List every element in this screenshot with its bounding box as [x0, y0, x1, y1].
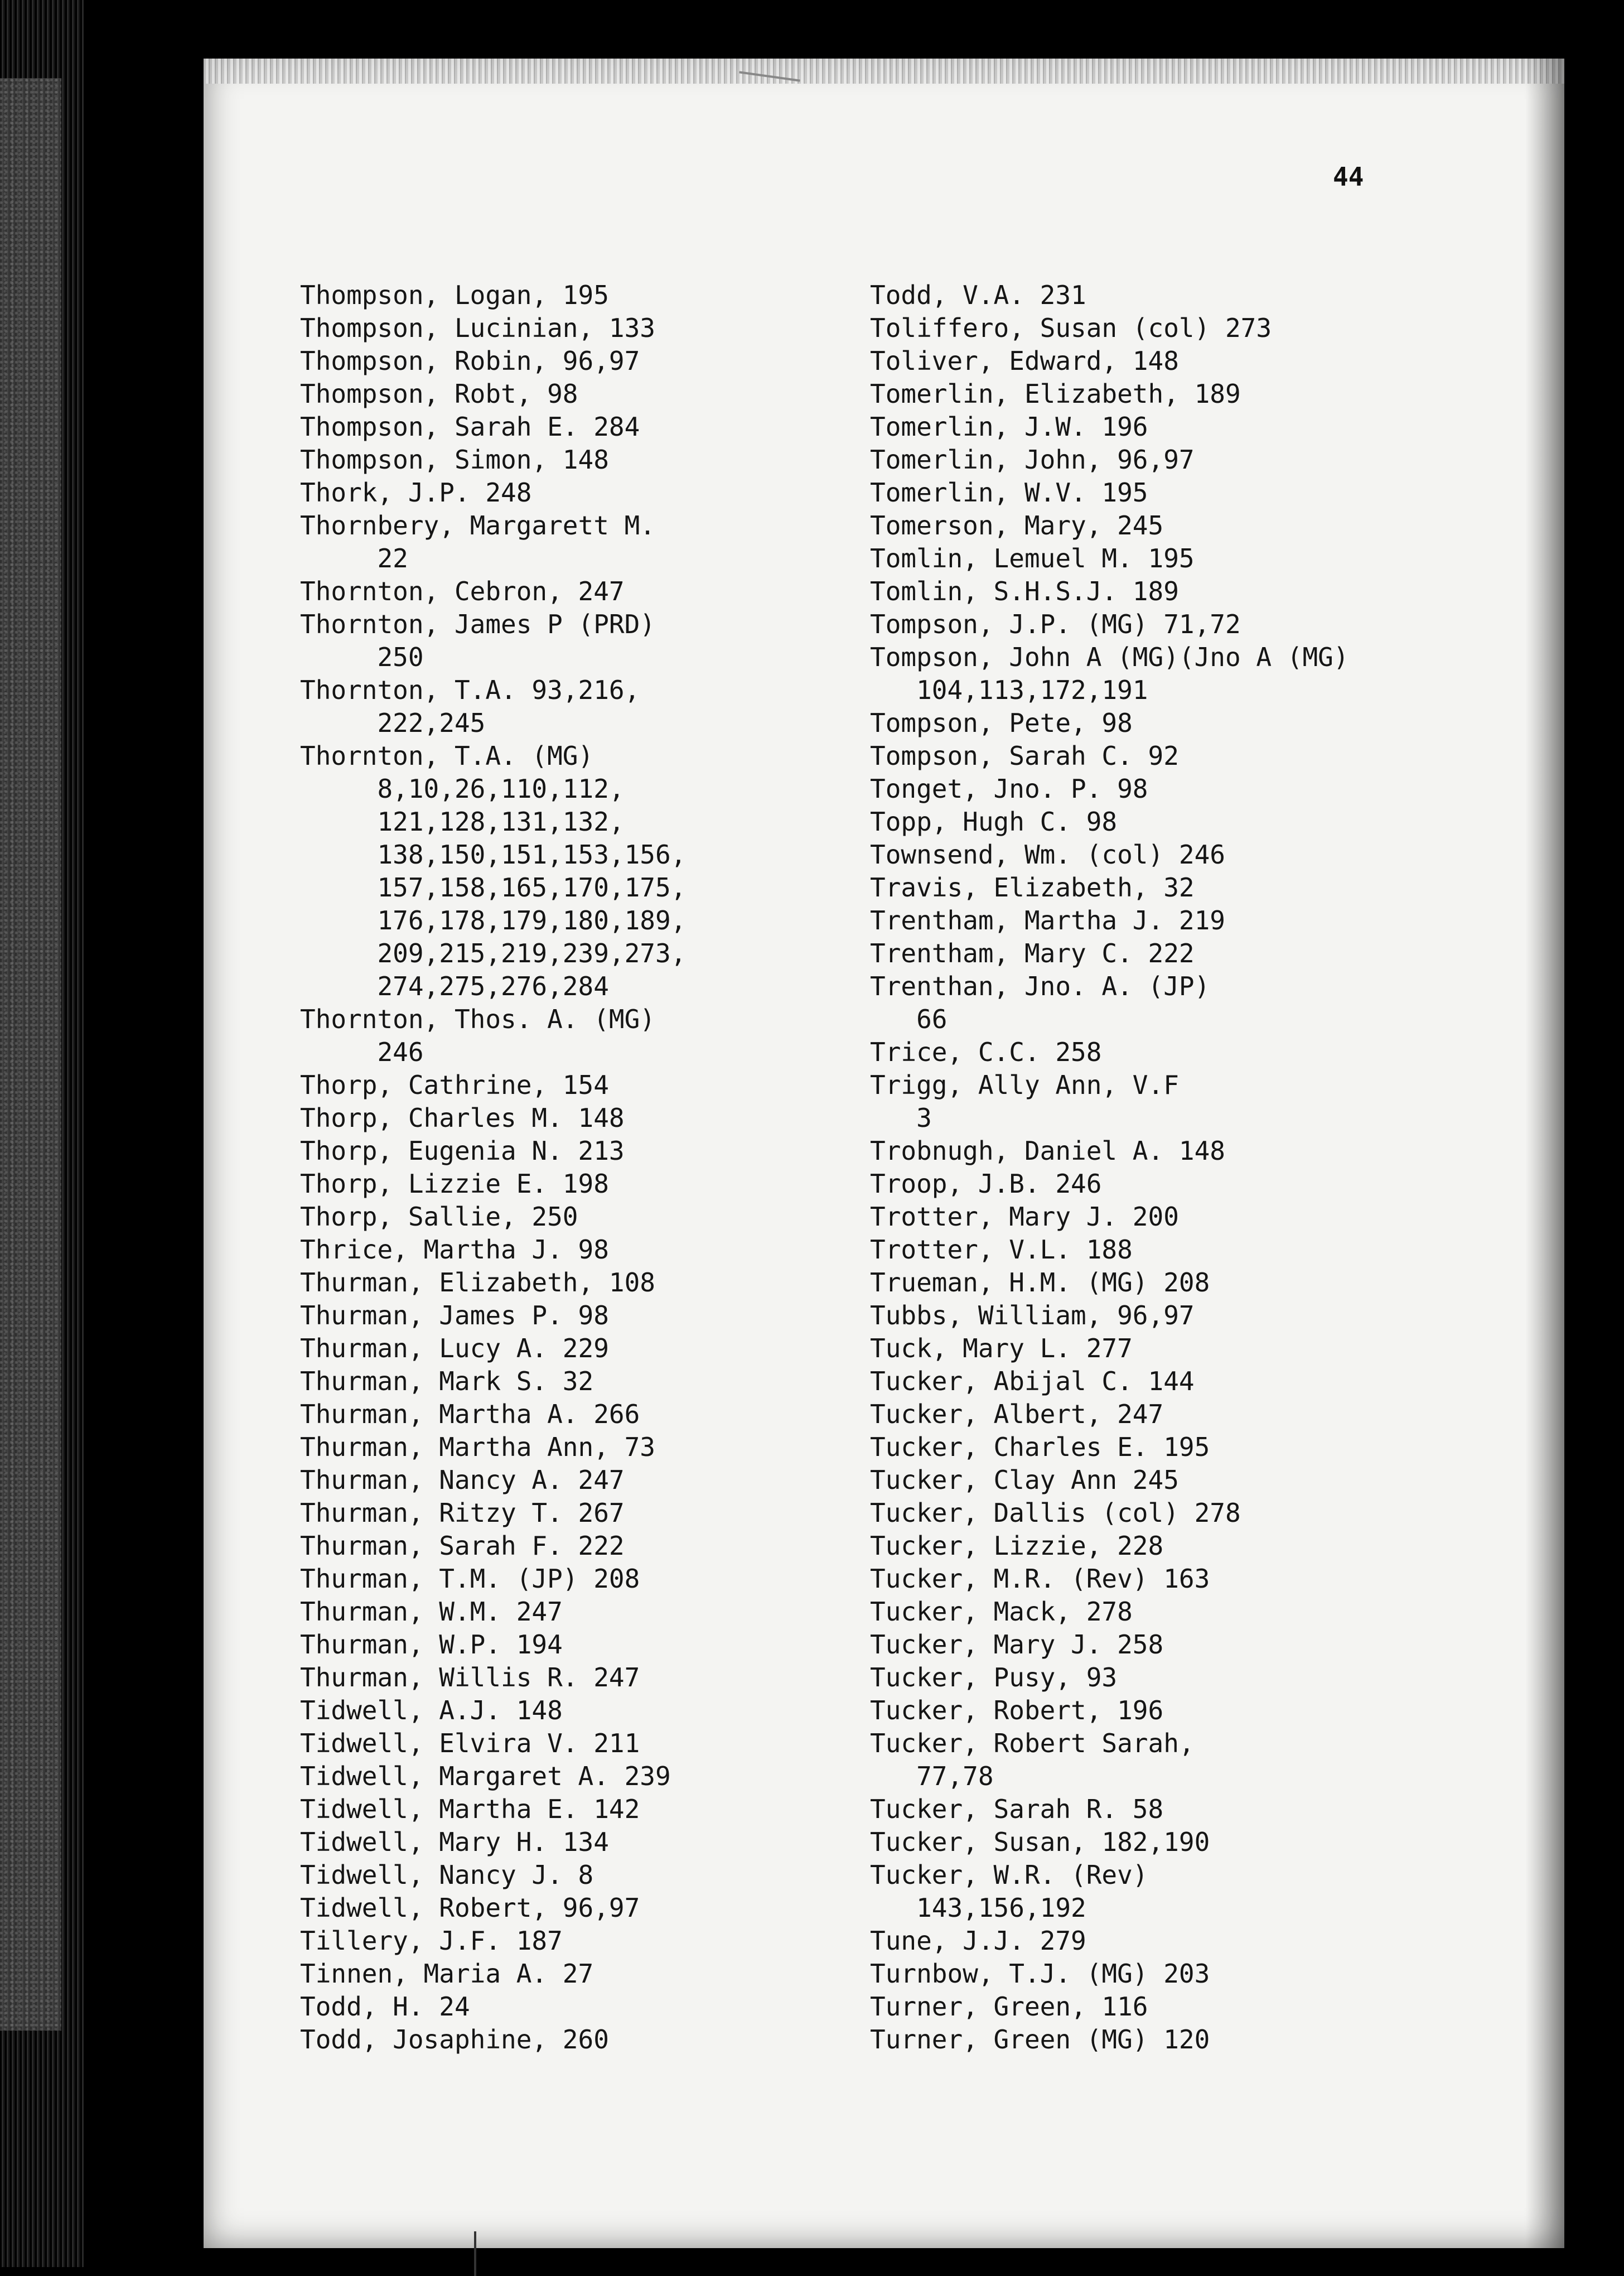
- index-entry: Tucker, Mack, 278: [870, 1597, 1133, 1627]
- index-entry: Thompson, Logan, 195: [300, 280, 609, 310]
- index-entry: Tubbs, William, 96,97: [870, 1300, 1195, 1330]
- index-entry: Trueman, H.M. (MG) 208: [870, 1267, 1210, 1298]
- index-entry: Tomerlin, W.V. 195: [870, 478, 1148, 508]
- index-entry: Tucker, M.R. (Rev) 163: [870, 1564, 1210, 1594]
- index-entry: Tucker, Pusy, 93: [870, 1662, 1118, 1692]
- index-entry: Thorp, Charles M. 148: [300, 1103, 625, 1133]
- index-entry: Tidwell, Nancy J. 8: [300, 1860, 594, 1890]
- index-entry: Tinnen, Maria A. 27: [300, 1959, 594, 1989]
- index-entry: Toliver, Edward, 148: [870, 346, 1179, 376]
- index-entry: 157,158,165,170,175,: [300, 872, 687, 903]
- index-entry: Tomerlin, Elizabeth, 189: [870, 379, 1241, 409]
- index-entry: 222,245: [300, 708, 486, 738]
- left-index-column: [300, 279, 686, 2056]
- index-entry: Tucker, W.R. (Rev): [870, 1860, 1148, 1890]
- index-entry: Thornton, T.A. (MG): [300, 741, 594, 771]
- index-entry: Tompson, J.P. (MG) 71,72: [870, 609, 1241, 639]
- index-entry: Thurman, Nancy A. 247: [300, 1465, 625, 1495]
- index-entry: Tucker, Dallis (col) 278: [870, 1498, 1241, 1528]
- index-entry: Thorp, Sallie, 250: [300, 1202, 578, 1232]
- index-entry: Thorp, Eugenia N. 213: [300, 1136, 625, 1166]
- index-entry: 22: [300, 543, 408, 573]
- index-entry: Thorp, Lizzie E. 198: [300, 1169, 609, 1199]
- index-entry: Topp, Hugh C. 98: [870, 807, 1118, 837]
- index-entry: Tomerlin, John, 96,97: [870, 445, 1195, 475]
- index-entry: Trigg, Ally Ann, V.F: [870, 1070, 1179, 1100]
- right-index-column: [870, 279, 1349, 2056]
- index-entry: Thork, J.P. 248: [300, 478, 532, 508]
- index-entry: 143,156,192: [870, 1893, 1086, 1923]
- index-entry: Tomerlin, J.W. 196: [870, 412, 1148, 442]
- index-entry: Thompson, Sarah E. 284: [300, 412, 640, 442]
- index-entry: Thompson, Simon, 148: [300, 445, 609, 475]
- index-entry: Tune, J.J. 279: [870, 1926, 1086, 1956]
- index-entry: Thurman, James P. 98: [300, 1300, 609, 1330]
- index-entry: Thompson, Robt, 98: [300, 379, 578, 409]
- index-entry: Todd, Josaphine, 260: [300, 2024, 609, 2055]
- index-entry: Tidwell, Robert, 96,97: [300, 1893, 640, 1923]
- index-entry: Tucker, Mary J. 258: [870, 1629, 1164, 1660]
- index-entry: Trotter, Mary J. 200: [870, 1202, 1179, 1232]
- index-entry: Trobnugh, Daniel A. 148: [870, 1136, 1225, 1166]
- index-entry: Thurman, Lucy A. 229: [300, 1333, 609, 1363]
- index-entry: Tomerson, Mary, 245: [870, 510, 1164, 541]
- previous-page-fragment: [0, 78, 61, 2031]
- index-entry: Tuck, Mary L. 277: [870, 1333, 1133, 1363]
- index-entry: Thorp, Cathrine, 154: [300, 1070, 609, 1100]
- ink-mark: [739, 71, 800, 81]
- index-entry: Tucker, Susan, 182,190: [870, 1827, 1210, 1857]
- index-entry: 209,215,219,239,273,: [300, 938, 687, 968]
- ink-mark: [474, 2231, 476, 2276]
- index-entry: Tidwell, Mary H. 134: [300, 1827, 609, 1857]
- index-entry: Tucker, Clay Ann 245: [870, 1465, 1179, 1495]
- index-entry: Trenthan, Jno. A. (JP): [870, 971, 1210, 1001]
- index-entry: 8,10,26,110,112,: [300, 774, 625, 804]
- index-entry: 77,78: [870, 1761, 994, 1791]
- index-entry: Townsend, Wm. (col) 246: [870, 840, 1225, 870]
- index-entry: Tompson, John A (MG)(Jno A (MG): [870, 642, 1349, 672]
- index-entry: Thurman, Martha Ann, 73: [300, 1432, 655, 1462]
- index-entry: Tucker, Albert, 247: [870, 1399, 1164, 1429]
- index-entry: Todd, H. 24: [300, 1992, 470, 2022]
- index-entry: Tidwell, Elvira V. 211: [300, 1728, 640, 1758]
- index-entry: 104,113,172,191: [870, 675, 1148, 705]
- index-entry: Tomlin, Lemuel M. 195: [870, 543, 1195, 573]
- index-entry: Turnbow, T.J. (MG) 203: [870, 1959, 1210, 1989]
- index-entry: Thurman, Sarah F. 222: [300, 1531, 625, 1561]
- index-entry: Thurman, W.M. 247: [300, 1597, 563, 1627]
- index-entry: Thornton, Thos. A. (MG): [300, 1004, 655, 1034]
- index-entry: Tidwell, Margaret A. 239: [300, 1761, 671, 1791]
- index-entry: Tidwell, Martha E. 142: [300, 1794, 640, 1824]
- index-entry: Troop, J.B. 246: [870, 1169, 1102, 1199]
- index-entry: Thompson, Lucinian, 133: [300, 313, 655, 343]
- index-entry: Toliffero, Susan (col) 273: [870, 313, 1272, 343]
- index-entry: Thornton, James P (PRD): [300, 609, 655, 639]
- index-entry: Tillery, J.F. 187: [300, 1926, 563, 1956]
- index-entry: Todd, V.A. 231: [870, 280, 1086, 310]
- index-entry: Tucker, Robert Sarah,: [870, 1728, 1195, 1758]
- index-entry: Thrice, Martha J. 98: [300, 1235, 609, 1265]
- page-number: 44: [1333, 162, 1364, 192]
- index-entry: Thurman, Willis R. 247: [300, 1662, 640, 1692]
- index-entry: 66: [870, 1004, 948, 1034]
- index-entry: Trotter, V.L. 188: [870, 1235, 1133, 1265]
- index-entry: Tidwell, A.J. 148: [300, 1695, 563, 1725]
- index-entry: 176,178,179,180,189,: [300, 905, 687, 936]
- index-entry: Trice, C.C. 258: [870, 1037, 1102, 1067]
- index-entry: Tucker, Sarah R. 58: [870, 1794, 1164, 1824]
- index-entry: 250: [300, 642, 424, 672]
- index-entry: 121,128,131,132,: [300, 807, 625, 837]
- index-entry: Tucker, Charles E. 195: [870, 1432, 1210, 1462]
- index-entry: Travis, Elizabeth, 32: [870, 872, 1195, 903]
- index-entry: Thornbery, Margarett M.: [300, 510, 655, 541]
- index-entry: Tucker, Abijal C. 144: [870, 1366, 1195, 1396]
- previous-page-edge: [0, 0, 84, 2267]
- index-entry: Trentham, Mary C. 222: [870, 938, 1195, 968]
- index-entry: Thurman, Ritzy T. 267: [300, 1498, 625, 1528]
- index-entry: Tonget, Jno. P. 98: [870, 774, 1148, 804]
- index-entry: Trentham, Martha J. 219: [870, 905, 1225, 936]
- index-entry: Thornton, T.A. 93,216,: [300, 675, 640, 705]
- index-entry: Thurman, T.M. (JP) 208: [300, 1564, 640, 1594]
- index-entry: Tompson, Sarah C. 92: [870, 741, 1179, 771]
- index-entry: 274,275,276,284: [300, 971, 609, 1001]
- index-entry: Thurman, Martha A. 266: [300, 1399, 640, 1429]
- index-entry: Turner, Green, 116: [870, 1992, 1148, 2022]
- index-entry: 3: [870, 1103, 932, 1133]
- index-entry: Thompson, Robin, 96,97: [300, 346, 640, 376]
- index-entry: Tucker, Robert, 196: [870, 1695, 1164, 1725]
- index-entry: Thurman, Mark S. 32: [300, 1366, 594, 1396]
- index-entry: 246: [300, 1037, 424, 1067]
- index-page: [204, 59, 1564, 2248]
- index-entry: Thurman, W.P. 194: [300, 1629, 563, 1660]
- index-entry: Tucker, Lizzie, 228: [870, 1531, 1164, 1561]
- index-entry: Tomlin, S.H.S.J. 189: [870, 576, 1179, 606]
- index-entry: Tompson, Pete, 98: [870, 708, 1133, 738]
- index-entry: 138,150,151,153,156,: [300, 840, 687, 870]
- index-entry: Turner, Green (MG) 120: [870, 2024, 1210, 2055]
- index-entry: Thurman, Elizabeth, 108: [300, 1267, 655, 1298]
- index-entry: Thornton, Cebron, 247: [300, 576, 625, 606]
